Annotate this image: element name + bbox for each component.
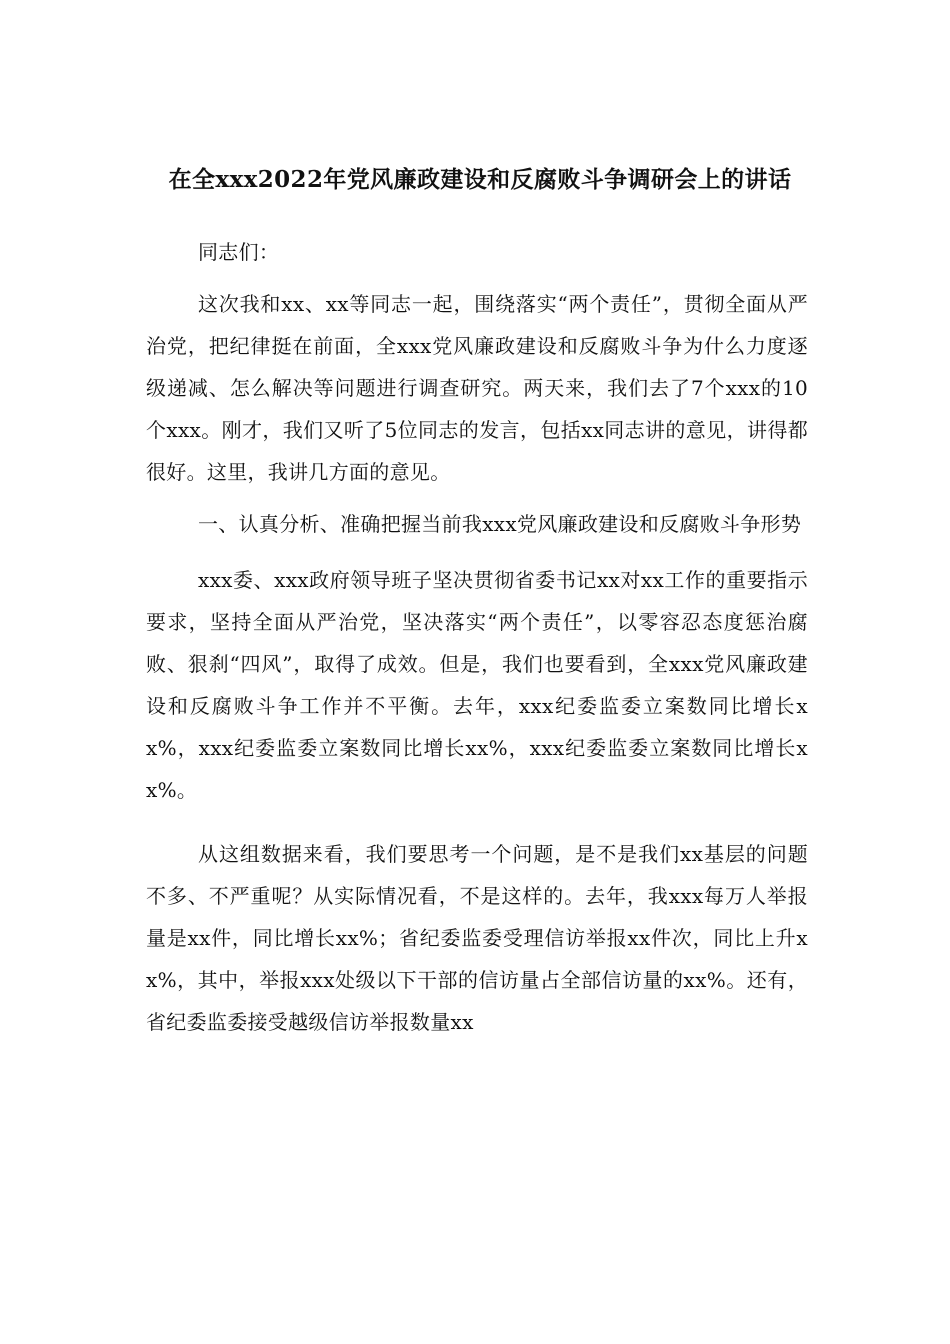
salutation: 同志们： (198, 240, 280, 264)
document-title: 在全xxx2022年党风廉政建设和反腐败斗争调研会上的讲话 (168, 166, 792, 193)
paragraph-data-analysis: 从这组数据来看，我们要思考一个问题，是不是我们xx基层的问题不多、不严重呢？从实际情况看，不是这样的。去年，我xxx每万人举报量是xx件，同比增长xx%；省纪委监委受理信访举报xx件次，同比上升xx%，其中，举报xxx处级以下干部的信访量占全部信访量的xx%。还有，省纪委监委接受越级信访举报数量xx (146, 842, 808, 1034)
paragraph-intro: 这次我和xx、xx等同志一起，围绕落实“两个责任”，贯彻全面从严治党，把纪律挺在前面，全xxx党风廉政建设和反腐败斗争为什么力度逐级递减、怎么解决等问题进行调查研究。两天来，我们去了7个xxx的10个xxx。刚才，我们又听了5位同志的发言，包括xx同志讲的意见，讲得都很好。这里，我讲几方面的意见。 (146, 292, 808, 484)
document-body (146, 231, 808, 1043)
section-heading-1: 一、认真分析、准确把握当前我xxx党风廉政建设和反腐败斗争形势 (198, 512, 802, 536)
paragraph-situation: xxx委、xxx政府领导班子坚决贯彻省委书记xx对xx工作的重要指示要求，坚持全面从严治党，坚决落实“两个责任”，以零容忍态度惩治腐败、狠刹“四风”，取得了成效。但是，我们也要看到，全xxx党风廉政建设和反腐败斗争工作并不平衡。去年，xxx纪委监委立案数同比增长xx%，xxx纪委监委立案数同比增长xx%，xxx纪委监委立案数同比增长xx%。 (146, 568, 808, 802)
